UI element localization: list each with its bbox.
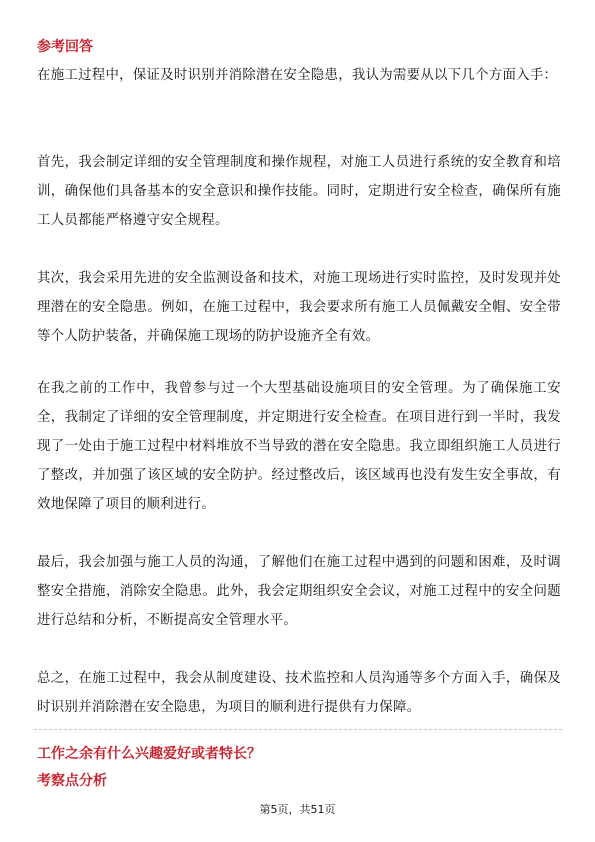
first-point-paragraph: 首先，我会制定详细的安全管理制度和操作规程，对施工人员进行系统的安全教育和培训，确保他们具备基本的安全意识和操作技能。同时，定期进行安全检查，确保所有施工人员都能严格遵守安全规程。 — [37, 155, 561, 228]
next-question-heading: 工作之余有什么兴趣爱好或者特长？ — [37, 746, 261, 762]
page-number-footer: 第5页，共51页 — [259, 803, 336, 816]
summary-paragraph: 总之，在施工过程中，我会从制度建设、技术监控和人员沟通等多个方面入手，确保及时识别并消除潜在安全隐患，为项目的顺利进行提供有力保障。 — [37, 671, 561, 715]
experience-paragraph: 在我之前的工作中，我曾参与过一个大型基础设施项目的安全管理。为了确保施工安全，我制定了详细的安全管理制度，并定期进行安全检查。在项目进行到一半时，我发现了一处由于施工过程中材料堆放不当导致的潜在安全隐患。我立即组织施工人员进行了整改，并加强了该区域的安全防护。经过整改后，该区域再也没有发生安全事故，有效地保障了项目的顺利进行。 — [37, 381, 561, 512]
second-point-paragraph: 其次，我会采用先进的安全监测设备和技术，对施工现场进行实时监控，及时发现并处理潜在的安全隐患。例如，在施工过程中，我会要求所有施工人员佩戴安全帽、安全带等个人防护装备，并确保施工现场的防护设施齐全有效。 — [37, 271, 561, 344]
section-divider — [34, 729, 562, 730]
reference-answer-heading: 参考回答 — [37, 39, 93, 55]
last-point-paragraph: 最后，我会加强与施工人员的沟通，了解他们在施工过程中遇到的问题和困难，及时调整安全措施，消除安全隐患。此外，我会定期组织安全会议，对施工过程中的安全问题进行总结和分析，不断提高安全管理水平。 — [37, 555, 561, 628]
analysis-heading: 考察点分析 — [37, 773, 107, 789]
intro-paragraph: 在施工过程中，保证及时识别并消除潜在安全隐患，我认为需要从以下几个方面入手： — [37, 68, 558, 83]
